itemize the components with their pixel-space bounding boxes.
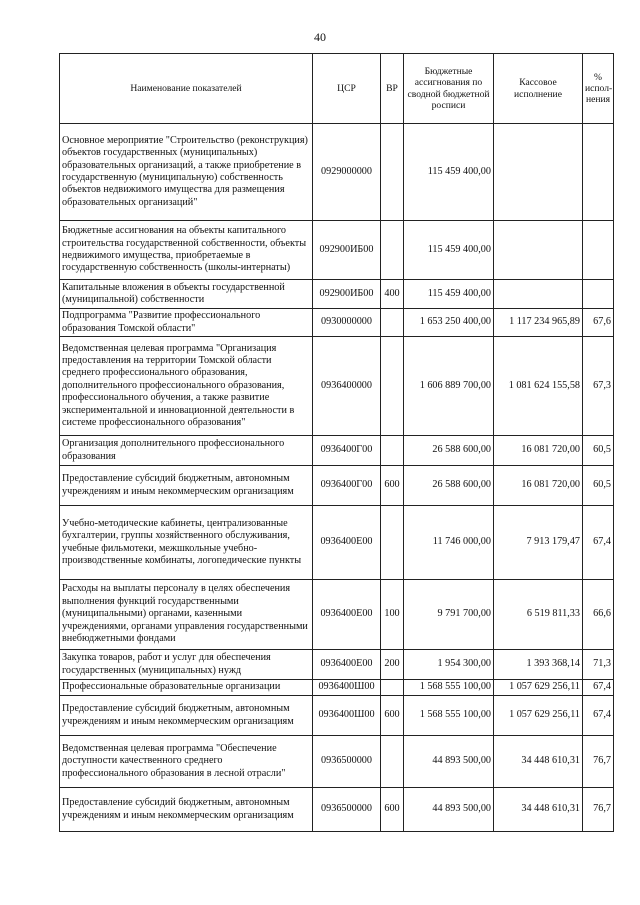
row-vr xyxy=(381,221,404,280)
row-csr: 0936400Ш00 xyxy=(313,696,381,736)
row-cash: 1 057 629 256,11 xyxy=(494,696,583,736)
row-pct: 67,4 xyxy=(583,696,614,736)
row-pct: 67,6 xyxy=(583,309,614,337)
row-csr: 0936400Е00 xyxy=(313,650,381,680)
row-cash: 6 519 811,33 xyxy=(494,580,583,650)
row-name: Организация дополнительного профессионального образования xyxy=(60,436,313,466)
row-vr: 600 xyxy=(381,788,404,832)
row-csr: 092900ИБ00 xyxy=(313,221,381,280)
row-vr: 100 xyxy=(381,580,404,650)
row-csr: 0936500000 xyxy=(313,736,381,788)
row-name: Закупка товаров, работ и услуг для обеспечения государственных (муниципальных) нужд xyxy=(60,650,313,680)
row-cash xyxy=(494,221,583,280)
header-pct: % испол-нения xyxy=(583,54,614,124)
row-pct: 60,5 xyxy=(583,436,614,466)
row-vr xyxy=(381,337,404,436)
row-name: Предоставление субсидий бюджетным, автономным учреждениям и иным некоммерческим организациям xyxy=(60,696,313,736)
row-name: Капитальные вложения в объекты государственной (муниципальной) собственности xyxy=(60,280,313,309)
table-row xyxy=(60,221,614,280)
header-budget: Бюджетные ассигнования по сводной бюджетной росписи xyxy=(404,54,494,124)
row-cash xyxy=(494,124,583,221)
row-vr xyxy=(381,309,404,337)
row-vr xyxy=(381,506,404,580)
row-cash: 34 448 610,31 xyxy=(494,788,583,832)
table-row xyxy=(60,736,614,788)
row-cash xyxy=(494,280,583,309)
row-name: Ведомственная целевая программа "Обеспечение доступности качественного среднего профессионального образования в лесной отрасли" xyxy=(60,736,313,788)
row-vr xyxy=(381,680,404,696)
row-budget: 44 893 500,00 xyxy=(404,788,494,832)
row-cash: 16 081 720,00 xyxy=(494,466,583,506)
row-budget: 44 893 500,00 xyxy=(404,736,494,788)
row-csr: 0936400000 xyxy=(313,337,381,436)
table-row xyxy=(60,680,614,696)
header-vr: ВР xyxy=(381,54,404,124)
row-vr: 400 xyxy=(381,280,404,309)
table-row xyxy=(60,696,614,736)
row-budget: 115 459 400,00 xyxy=(404,280,494,309)
row-budget: 26 588 600,00 xyxy=(404,436,494,466)
row-csr: 0936500000 xyxy=(313,788,381,832)
row-csr: 0936400Г00 xyxy=(313,466,381,506)
header-csr: ЦСР xyxy=(313,54,381,124)
table-row xyxy=(60,466,614,506)
row-budget: 115 459 400,00 xyxy=(404,124,494,221)
row-name: Учебно-методические кабинеты, централизованные бухгалтерии, группы хозяйственного обслуживания, учебные фильмотеки, межшкольные учебно-производственные комбинаты, логопедические пункты xyxy=(60,506,313,580)
row-csr: 0936400Е00 xyxy=(313,506,381,580)
row-budget: 1 653 250 400,00 xyxy=(404,309,494,337)
row-pct xyxy=(583,124,614,221)
row-cash: 1 393 368,14 xyxy=(494,650,583,680)
table-row xyxy=(60,436,614,466)
row-cash: 1 057 629 256,11 xyxy=(494,680,583,696)
row-pct: 60,5 xyxy=(583,466,614,506)
page-number: 40 xyxy=(314,30,326,44)
row-budget: 9 791 700,00 xyxy=(404,580,494,650)
row-name: Основное мероприятие "Строительство (реконструкция) объектов государственных (муниципальных) образовательных организаций, а также приобретение в государственную (муниципальную) собственность объектов недвижимого имущества для размещения образовательных организаций" xyxy=(60,124,313,221)
row-csr: 0930000000 xyxy=(313,309,381,337)
row-pct xyxy=(583,280,614,309)
row-pct: 66,6 xyxy=(583,580,614,650)
row-name: Подпрограмма "Развитие профессионального образования Томской области" xyxy=(60,309,313,337)
row-budget: 1 954 300,00 xyxy=(404,650,494,680)
row-cash: 34 448 610,31 xyxy=(494,736,583,788)
header-cash: Кассовое исполнение xyxy=(494,54,583,124)
row-csr: 0929000000 xyxy=(313,124,381,221)
header-name: Наименование показателей xyxy=(60,54,313,124)
row-vr: 200 xyxy=(381,650,404,680)
row-vr xyxy=(381,436,404,466)
row-budget: 1 568 555 100,00 xyxy=(404,680,494,696)
budget-execution-table xyxy=(59,53,614,832)
row-vr: 600 xyxy=(381,696,404,736)
table-row xyxy=(60,788,614,832)
row-cash: 1 081 624 155,58 xyxy=(494,337,583,436)
row-name: Ведомственная целевая программа "Организация предоставления на территории Томской области среднего профессионального образования, дополнительного профессионального образования, профессионального обучения, а также развитие экспериментальной и инновационной деятельности в системе профессионального образования" xyxy=(60,337,313,436)
row-vr xyxy=(381,124,404,221)
row-budget: 115 459 400,00 xyxy=(404,221,494,280)
row-name: Профессиональные образовательные организации xyxy=(60,680,313,696)
row-csr: 0936400Ш00 xyxy=(313,680,381,696)
row-csr: 092900ИБ00 xyxy=(313,280,381,309)
row-vr xyxy=(381,736,404,788)
table-row xyxy=(60,309,614,337)
table-row xyxy=(60,580,614,650)
table-row xyxy=(60,506,614,580)
row-vr: 600 xyxy=(381,466,404,506)
row-budget: 11 746 000,00 xyxy=(404,506,494,580)
row-name: Бюджетные ассигнования на объекты капитального строительства государственной собственности, объекты недвижимого имущества, приобретаемые в государственную собственность (школы-интернаты) xyxy=(60,221,313,280)
row-csr: 0936400Е00 xyxy=(313,580,381,650)
row-pct xyxy=(583,221,614,280)
row-pct: 67,4 xyxy=(583,506,614,580)
row-cash: 1 117 234 965,89 xyxy=(494,309,583,337)
table-row xyxy=(60,280,614,309)
row-budget: 1 568 555 100,00 xyxy=(404,696,494,736)
row-name: Предоставление субсидий бюджетным, автономным учреждениям и иным некоммерческим организациям xyxy=(60,788,313,832)
row-pct: 67,4 xyxy=(583,680,614,696)
row-pct: 76,7 xyxy=(583,788,614,832)
row-budget: 26 588 600,00 xyxy=(404,466,494,506)
table-row xyxy=(60,337,614,436)
row-pct: 76,7 xyxy=(583,736,614,788)
row-cash: 7 913 179,47 xyxy=(494,506,583,580)
row-name: Расходы на выплаты персоналу в целях обеспечения выполнения функций государственными (муниципальными) органами, казенными учреждениями, органами управления государственными внебюджетными фондами xyxy=(60,580,313,650)
row-name: Предоставление субсидий бюджетным, автономным учреждениям и иным некоммерческим организациям xyxy=(60,466,313,506)
header-row xyxy=(60,54,614,124)
row-pct: 67,3 xyxy=(583,337,614,436)
row-pct: 71,3 xyxy=(583,650,614,680)
row-budget: 1 606 889 700,00 xyxy=(404,337,494,436)
table-row xyxy=(60,650,614,680)
row-csr: 0936400Г00 xyxy=(313,436,381,466)
table-row xyxy=(60,124,614,221)
row-cash: 16 081 720,00 xyxy=(494,436,583,466)
